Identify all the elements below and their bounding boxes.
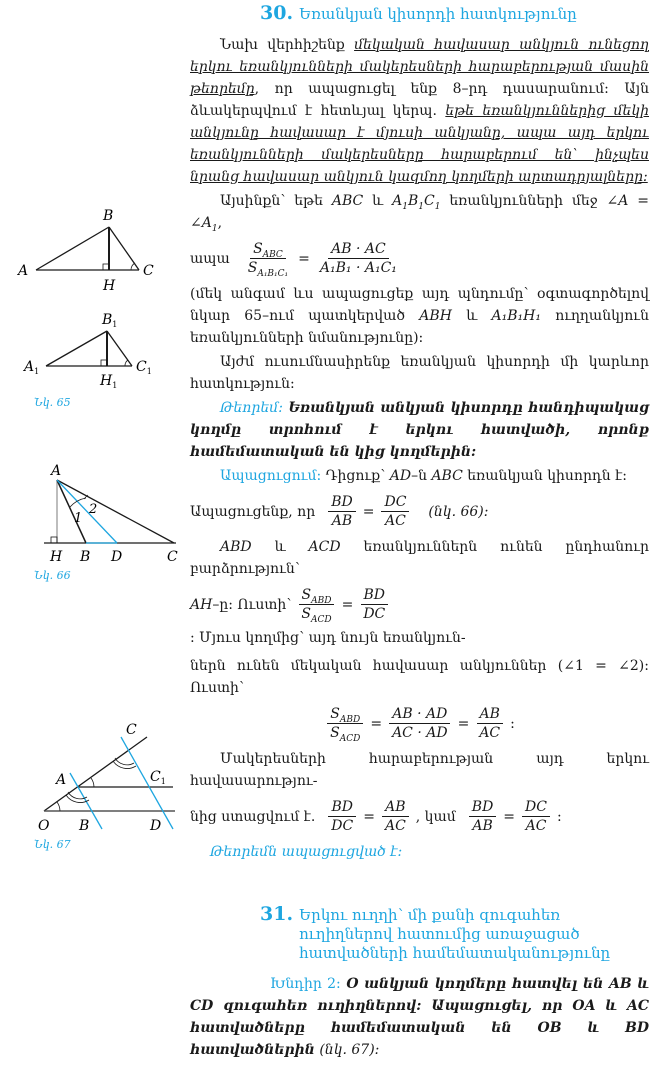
denominator: AC [479,725,501,741]
theorem-statement: եթե եռանկյուններից մեկի անկյունը հավասար է մյուսի անկյանը, ապա այդ երկու եռանկյունների մակերեսները հարաբերում են՝ ինչպես նրանց հավասար անկյուն կազմող կողմերի արտադրյալները: [190,103,649,185]
figure-65-block [4,196,182,409]
math: S [330,725,340,741]
math: A₁B₁C₁ [257,268,289,279]
label-d: D [150,818,162,834]
spacer [4,590,182,720]
math: ACD [308,539,341,555]
fraction [381,493,409,530]
denominator: DC [331,818,354,834]
figure-66-caption: Նկ. 66 [34,569,71,582]
math: AH [190,596,213,613]
label-o: O [38,818,50,834]
text: եռանկյուններն ունեն ընդհանուր բարձրություն՝ [190,539,649,577]
numerator: AB [477,705,503,724]
text: և [363,193,393,209]
fraction [298,586,334,623]
figure-67-caption: Նկ. 67 [34,838,71,851]
triangle-a1b1c1 [22,312,152,390]
label-angle-2: 2 [89,502,98,517]
subscript: 1 [146,367,152,376]
numerator [327,705,363,724]
text: , [217,215,223,231]
numerator [250,240,286,259]
text: Այսինքն՝ եթե [220,193,332,209]
math: C [424,193,435,209]
subscript: 1 [112,381,118,390]
label-c1 [150,769,166,786]
math: ∠A = ∠A [190,193,649,231]
label-c: C [126,722,137,738]
fraction [522,798,550,835]
fraction [245,240,291,277]
denominator: AC · AD [392,725,448,741]
equals: = [363,808,375,825]
formula-line [190,240,649,277]
area-ratio-equation [190,705,649,742]
label-c1 [136,359,152,376]
paragraph-formula-cont [190,283,649,349]
equals: = [457,715,470,732]
label: H [100,373,113,389]
denominator: AC [525,818,547,834]
text: : [510,715,515,732]
denominator: AC [385,513,406,529]
label-d: D [111,549,123,565]
math: A₁B₁H₁ [491,308,541,324]
proof-label: Ապացուցում: [220,468,322,484]
paragraph-intro [190,34,649,188]
bisector-ad [57,480,117,543]
numerator: DC [381,493,409,512]
fraction [476,705,503,742]
math: ABC [262,249,283,260]
math [392,193,441,212]
proof-intro [190,465,649,487]
fraction [469,798,497,835]
proof-p5: Մակերեսների հարաբերության այդ երկու հավասարությու- [190,751,649,789]
equals: = [362,503,375,520]
text: ապա [190,250,230,267]
label-h: H [103,278,116,294]
problem-2 [190,973,649,1061]
denominator [245,259,291,277]
fraction [389,705,451,742]
denominator: DC [363,606,386,622]
problem-2-text [190,973,649,1061]
section-title [299,906,610,963]
math: ABD [220,539,252,555]
figure-66-block [4,457,182,582]
math: 1 [402,201,408,212]
figure-reference: (նկ. 66): [428,503,489,520]
fraction [328,493,356,530]
figure-65-caption: Նկ. 65 [34,396,71,409]
label-b: B [103,208,114,224]
math: S [247,260,258,276]
figure-column [4,0,182,1063]
numerator: AB · AC [328,240,389,259]
section-31-heading [260,905,649,963]
text: և [251,539,309,555]
denominator: AB [472,818,493,834]
figure-67 [4,720,182,838]
paragraph-intro-property: Այժմ ուսումնասիրենք եռանկյան կիսորդի մի կարևոր հատկություն: [190,354,649,392]
numerator: BD [361,586,389,605]
label-c: C [167,549,178,565]
text: նից ստացվում է. [190,808,316,825]
subscript: 1 [160,777,166,786]
label-h1 [99,373,117,390]
problem-label: Խնդիր 2: [270,976,341,992]
spacer [4,417,182,457]
label-a: A [56,772,67,788]
text: , կամ [415,808,456,825]
section-number: 30. [260,2,294,24]
section-title: Եռանկյան կիսորդի հատկությունը [299,5,577,23]
text: եռանկյան կիսորդն է: [462,468,627,484]
math: S [253,241,263,257]
label-a1 [22,359,39,376]
side-ab [36,227,109,270]
label-c: C [143,263,154,279]
proof-conclusion-line [190,798,649,835]
proof-p2 [190,536,649,580]
figure-reference: (նկ. 67): [314,1042,380,1058]
text: : [556,808,562,825]
fraction [327,705,363,742]
subscript: 1 [112,320,118,329]
label-b: B [80,549,91,565]
angle-arc-a [91,778,94,787]
math: ABC [431,468,463,484]
text-italic: մեկական հավասար անկյուն ունեցող երկու եռանկյունների մակերեսների հարաբերության մասին թեորեմը [190,37,650,97]
figure-65 [4,196,174,396]
problem-statement: O անկյան կողմերը հատվել են AB և CD զուգահեռ ուղիղներով: Ապացուցել, որ OA և AC հատվածները համեմատական են OB և BD հատվածներին [190,976,649,1058]
section-number: 31. [260,903,294,925]
theorem-text: Եռանկյան անկյան կիսորդը հանդիպակաց կողմը տրոհում է երկու հատվածի, որոնք համեմատական են կից կողմերին: [190,400,649,460]
equals: = [298,250,310,267]
text: : Մյուս կողմից՝ այդ նույն եռանկյուն- [190,630,466,646]
text: ուղղանկյուն եռանկյունների նմանությունը): [190,308,649,346]
numerator [299,586,335,605]
equals: = [341,596,354,613]
title-line: Երկու ուղղի՝ մի քանի զուգահեռ [299,906,561,924]
label-a: A [51,463,62,479]
math: S [301,606,311,622]
main-text [190,34,649,863]
spacer [190,865,649,901]
prove-line [190,493,649,530]
qed: Թեորեմն ապացուցված է: [210,844,403,860]
denominator: AB [331,513,353,529]
numerator: AB · AD [389,705,450,724]
text: –ը: Ուստի՝ [212,596,292,613]
side-a1b1 [46,331,107,366]
side-b1c1 [107,331,132,366]
text: և [451,308,492,324]
text: Դիցուք՝ [321,468,390,484]
angle-arc [125,360,128,366]
fraction [360,586,388,623]
label-angle-1: 1 [74,511,83,526]
label-a: A [18,263,29,279]
right-angle-mark [51,537,57,543]
spacer [4,0,182,196]
section-30-heading [260,4,649,24]
equals: = [370,715,383,732]
double-arc-c [115,758,134,765]
text: եռանկյունների մեջ [440,193,607,209]
fraction [382,798,409,835]
math: ABC [331,193,364,209]
label: B [102,312,113,328]
math: AD [389,468,412,484]
text: –ն [411,468,432,484]
fraction [317,240,400,277]
math: B [407,193,419,209]
math: ABD [339,714,361,725]
label: C [150,769,161,785]
text-column [190,0,649,1063]
angle-arc-o [57,802,60,811]
proof-p4: ներն ունեն մեկական հավասար անկյուններ (∠1 = ∠2): Ուստի՝ [190,658,649,696]
text: (մեկ անգամ ևս ապացուցեք այդ պնդումը՝ օգտագործելով նկար 65–ում պատկերված [190,286,649,324]
title-line: ուղիղներով հատումից առաջացած [299,925,580,943]
figure-66 [4,457,182,569]
math: ACD [339,733,361,744]
triangle-abc [16,208,154,294]
theorem [190,397,649,463]
math: 1 [418,201,424,212]
math: A [392,193,403,209]
numerator: BD [469,798,497,817]
label-h: H [50,549,63,565]
equals: = [503,808,516,825]
fraction [328,798,356,835]
math: ACD [310,614,332,625]
numerator: AB [382,798,408,817]
theorem-label: Թեորեմ: [220,400,283,416]
denominator: A₁B₁ · A₁C₁ [319,260,397,276]
math: S [330,706,340,722]
denominator [298,605,334,623]
label: A [24,359,35,375]
text: Ապացուցենք, որ [190,503,316,520]
label-b: B [79,818,90,834]
proof-p3 [190,586,649,649]
subscript: 1 [34,367,40,376]
denominator: AC [384,818,406,834]
text: , որ ապացուցել ենք 8–րդ դասարանում: Այն ձևակերպվում է հետևյալ կերպ. [190,81,649,119]
numerator: BD [328,798,356,817]
paragraph-formula [190,190,649,234]
text: Նախ վերհիշենք [220,37,355,53]
text [190,594,291,616]
math: ABH [419,308,452,324]
math: ABD [311,595,332,606]
math: 1 [434,201,441,212]
math: 1 [211,223,218,234]
math: S [301,587,312,603]
figure-67-block [4,720,182,851]
numerator: BD [328,493,356,512]
numerator: DC [522,798,550,817]
title-line: հատվածների համեմատականությունը [299,944,611,962]
label: C [136,359,147,375]
label-b1 [101,312,117,329]
denominator [327,724,363,742]
